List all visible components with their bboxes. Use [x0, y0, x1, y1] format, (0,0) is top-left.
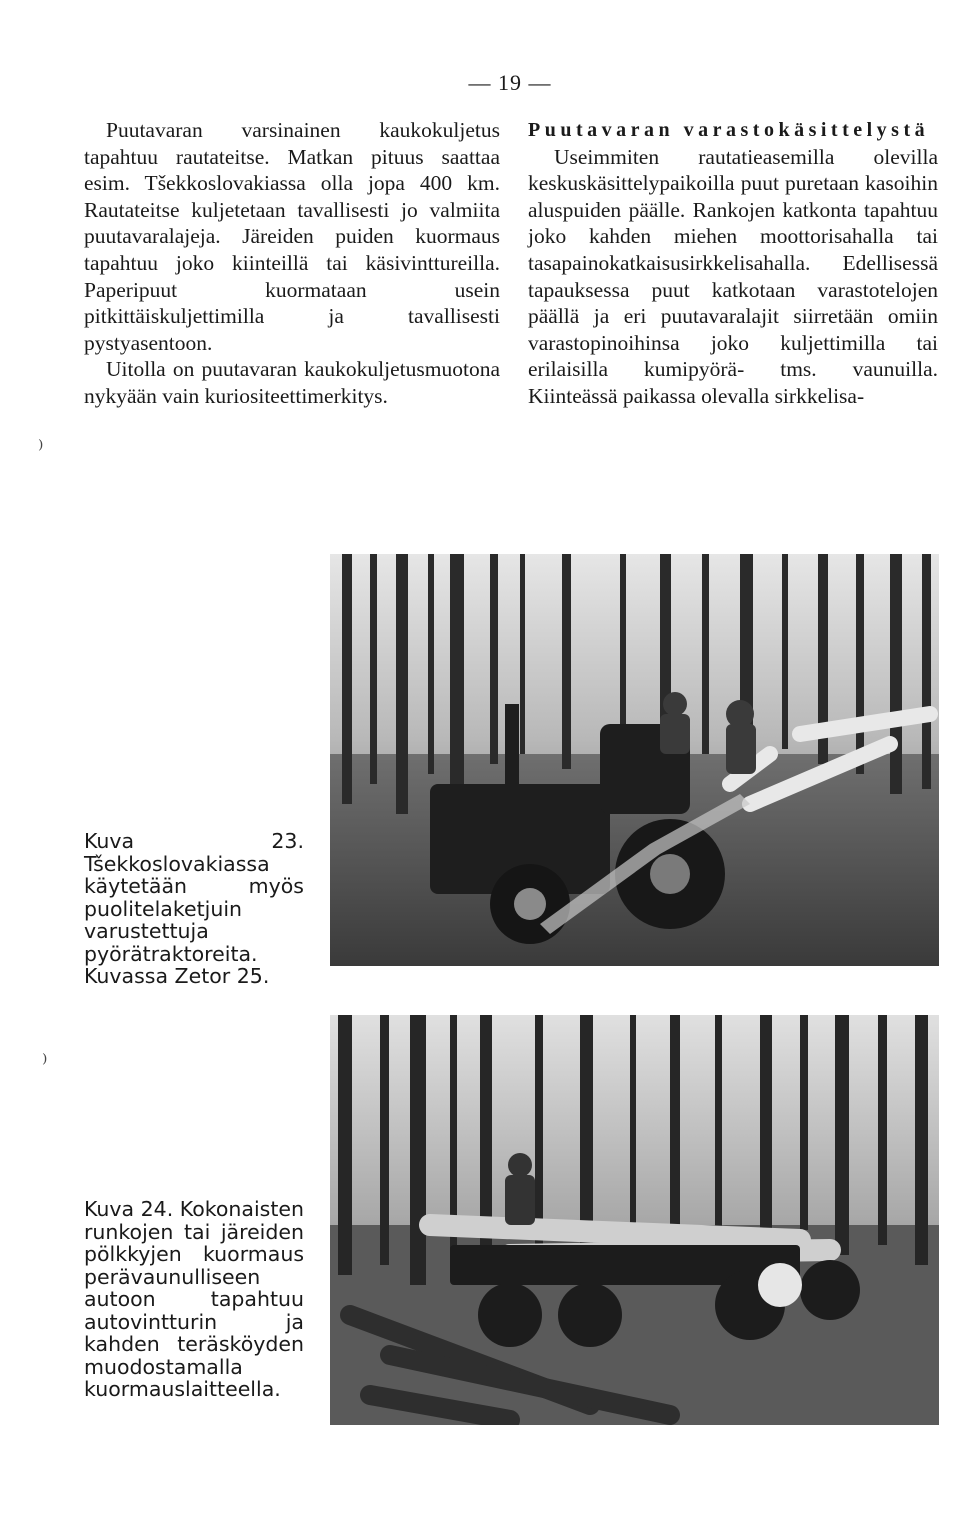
tractor-photo-image [330, 554, 939, 966]
photo-tractor-half-tracks [330, 554, 939, 966]
left-text-column [84, 117, 500, 410]
section-heading: Puutavaran varastokäsittelystä [528, 119, 930, 141]
page-number: — 19 — [468, 70, 552, 95]
paragraph-floating: Uitolla on puutavaran kaukokuljetusmuotona nykyään vain kuriositeettimerkitys. [84, 357, 500, 408]
figure-23-caption: Kuva 23. Tšekkoslovakiassa käytetään myös puolitelaketjuin varustettuja pyörätraktoreita. Kuvassa Zetor 25. [84, 829, 304, 988]
paragraph-rail-transport: Puutavaran varsinainen kaukokuljetus tapahtuu rautateitse. Matkan pituus saattaa esim. Tšekkoslovakiassa olla jopa 400 km. Rautateitse kuljetetaan tavallisesti jo valmiita puutavaralajeja. Järeiden puiden kuormaus tapahtuu joko kiinteillä tai käsivinttureilla. Paperipuut kuormataan usein pitkittäiskuljettimilla ja tavallisesti pystyasentoon. [84, 118, 500, 355]
paragraph-storage: Useimmiten rautatieasemilla olevilla keskuskäsittelypaikoilla puut puretaan kasoihin aluspuiden päälle. Rankojen katkonta tapahtuu joko kahden miehen moottorisahalla tai tasapainokatkaisusirkkelisahalla. Edellisessä tapauksessa puut katkotaan varastotelojen päällä ja eri puutavaralajit siirretään omiin varastopinoihinsa joko kuljettimilla tai erilaisilla kumipyörä- tms. vaunuilla. Kiinteässä paikassa olevalla sirkkelisa- [528, 144, 938, 408]
photo-log-loading [330, 1015, 939, 1425]
log-loading-photo-image [330, 1015, 939, 1425]
right-text-column [528, 117, 938, 410]
margin-mark: ⁾ [38, 436, 44, 461]
figure-24-caption: Kuva 24. Kokonaisten runkojen tai järeiden pölkkyjen kuormaus perävaunulliseen autoon tapahtuu autovintturin ja kahden teräsköyden muodostamalla kuormauslaitteella. [84, 1197, 304, 1401]
margin-mark-2: ⁾ [42, 1050, 48, 1075]
